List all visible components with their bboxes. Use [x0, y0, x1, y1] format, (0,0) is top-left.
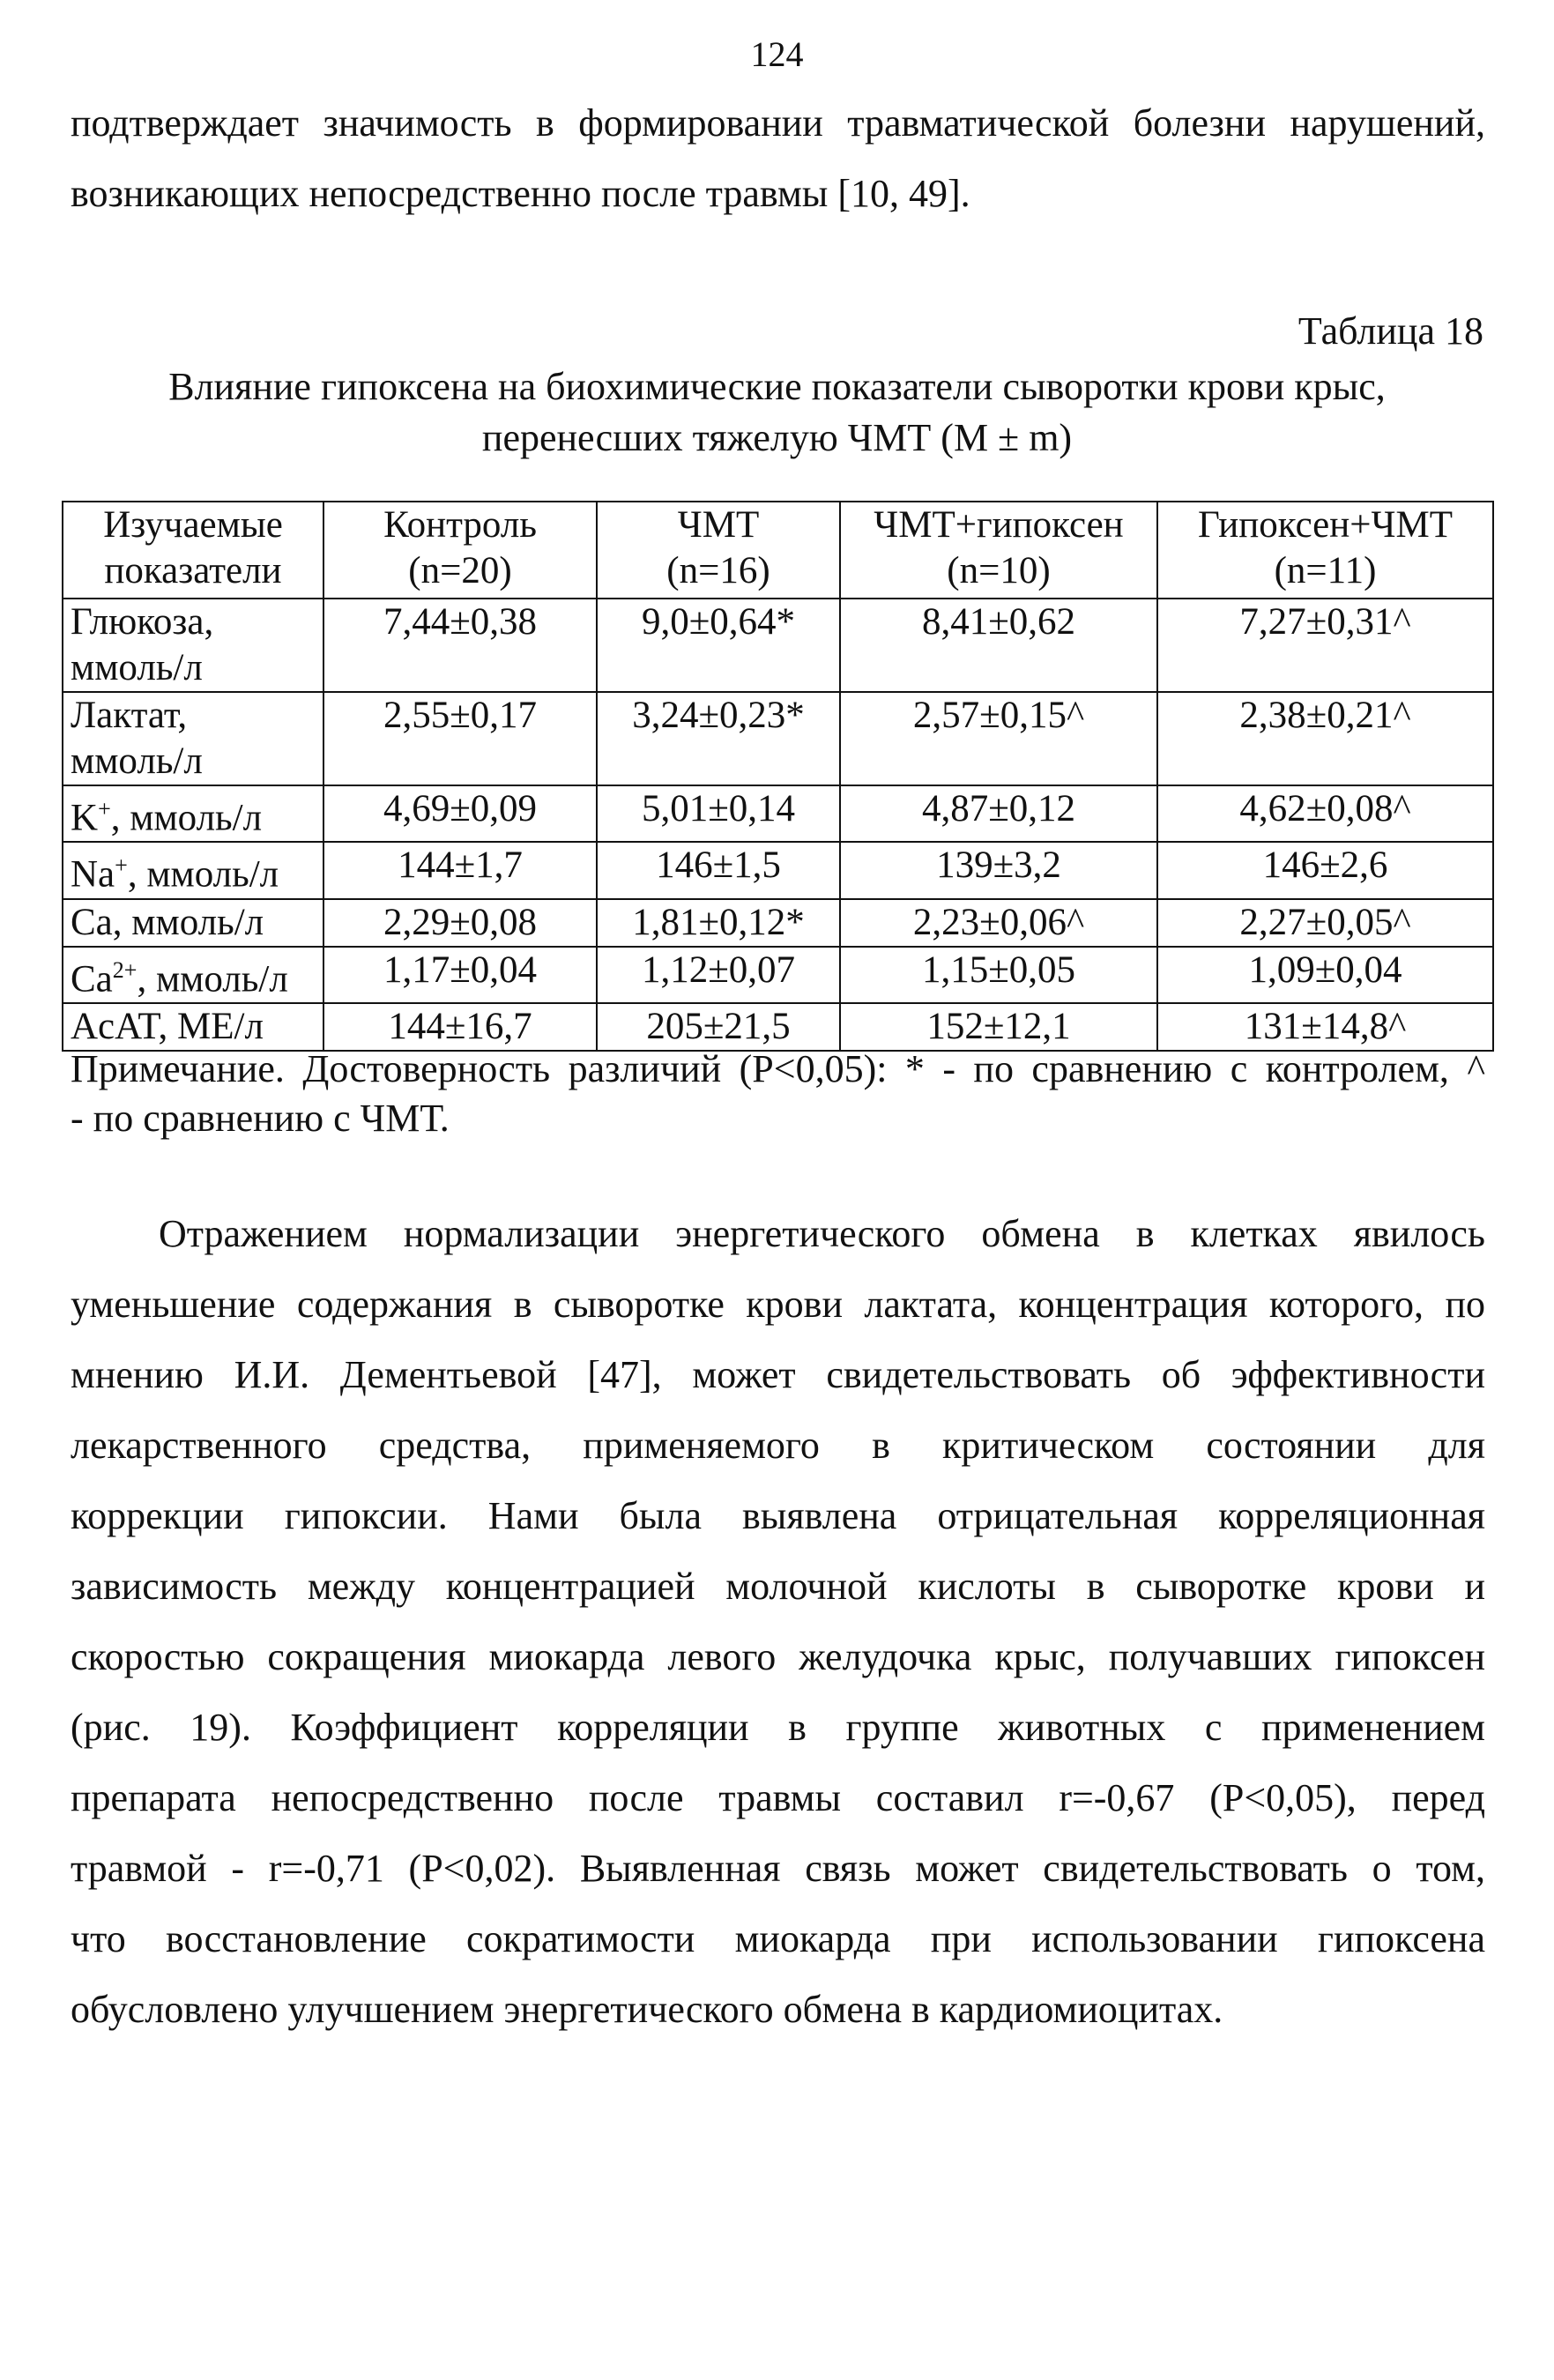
text-line: препарата непосредственно после травмы составил r=-0,67 (P<0,05), перед	[71, 1776, 1485, 1819]
value-cell: 146±1,5	[597, 842, 840, 898]
value-cell: 1,17±0,04	[323, 947, 597, 1003]
text-line: Отражением нормализации энергетического обмена в клетках явилось	[159, 1212, 1485, 1255]
value-cell: 144±16,7	[323, 1003, 597, 1051]
header-parameter: Изучаемые показатели	[63, 502, 323, 599]
text-line: лекарственного средства, применяемого в критическом состоянии для	[71, 1424, 1485, 1467]
value-cell: 9,0±0,64*	[597, 599, 840, 692]
value-cell: 2,27±0,05^	[1157, 899, 1493, 947]
header-tbi: ЧМТ (n=16)	[597, 502, 840, 599]
value-cell: 152±12,1	[840, 1003, 1157, 1051]
table-title-line: перенесших тяжелую ЧМТ (M ± m)	[481, 416, 1073, 459]
table-label: Таблица 18	[1297, 309, 1483, 353]
table-header-row	[63, 502, 1493, 599]
parameter-cell: Глюкоза, ммоль/л	[63, 599, 323, 692]
table-note	[71, 1045, 1485, 1143]
text-line: подтверждает значимость в формировании травматической болезни нарушений,	[71, 101, 1485, 145]
value-cell: 4,87±0,12	[840, 785, 1157, 842]
header-control: Контроль (n=20)	[323, 502, 597, 599]
table-row	[63, 1003, 1493, 1051]
page-number: 124	[750, 34, 804, 74]
note-line: - по сравнению с ЧМТ.	[71, 1097, 450, 1140]
table-row	[63, 692, 1493, 785]
value-cell: 8,41±0,62	[840, 599, 1157, 692]
text-line: мнению И.И. Дементьевой [47], может свидетельствовать об эффективности	[71, 1353, 1485, 1396]
table-row	[63, 947, 1493, 1003]
value-cell: 1,09±0,04	[1157, 947, 1493, 1003]
text-line: (рис. 19). Коэффициент корреляции в группе животных с применением	[71, 1706, 1485, 1749]
text-line: травмой - r=-0,71 (P<0,02). Выявленная связь может свидетельствовать о том,	[71, 1847, 1485, 1890]
table-title	[0, 361, 1554, 464]
header-tbi-hypoxen: ЧМТ+гипоксен (n=10)	[840, 502, 1157, 599]
value-cell: 5,01±0,14	[597, 785, 840, 842]
value-cell: 1,15±0,05	[840, 947, 1157, 1003]
value-cell: 2,57±0,15^	[840, 692, 1157, 785]
value-cell: 7,27±0,31^	[1157, 599, 1493, 692]
parameter-cell: AcAT, ME/л	[63, 1003, 323, 1051]
text-line: что восстановление сократимости миокарда при использовании гипоксена	[71, 1917, 1485, 1960]
intro-paragraph	[71, 88, 1485, 229]
value-cell: 2,23±0,06^	[840, 899, 1157, 947]
body-paragraph	[71, 1199, 1485, 2045]
value-cell: 4,69±0,09	[323, 785, 597, 842]
value-cell: 205±21,5	[597, 1003, 840, 1051]
value-cell: 139±3,2	[840, 842, 1157, 898]
table-row	[63, 785, 1493, 842]
value-cell: 7,44±0,38	[323, 599, 597, 692]
header-hypoxen-tbi: Гипоксен+ЧМТ (n=11)	[1157, 502, 1493, 599]
table-row	[63, 899, 1493, 947]
text-line: коррекции гипоксии. Нами была выявлена отрицательная корреляционная	[71, 1494, 1485, 1537]
value-cell: 3,24±0,23*	[597, 692, 840, 785]
parameter-cell: Na+, ммоль/л	[63, 842, 323, 898]
text-line: уменьшение содержания в сыворотке крови лактата, концентрация которого, по	[71, 1283, 1485, 1326]
table-row	[63, 842, 1493, 898]
text-line: обусловлено улучшением энергетического обмена в кардиомиоцитах.	[71, 1988, 1223, 2031]
note-line: Примечание. Достоверность различий (P<0,05): * - по сравнению с контролем, ^	[71, 1047, 1485, 1090]
value-cell: 146±2,6	[1157, 842, 1493, 898]
table-row	[63, 599, 1493, 692]
value-cell: 2,55±0,17	[323, 692, 597, 785]
parameter-cell: $Ca^{2+}$, ммоль/л	[63, 947, 323, 1003]
value-cell: 131±14,8^	[1157, 1003, 1493, 1051]
text-line: скоростью сокращения миокарда левого желудочка крыс, получавших гипоксен	[71, 1635, 1485, 1678]
text-line: зависимость между концентрацией молочной кислоты в сыворотке крови и	[71, 1565, 1485, 1608]
parameter-cell: Лактат, ммоль/л	[63, 692, 323, 785]
parameter-cell: Ca, ммоль/л	[63, 899, 323, 947]
data-table	[62, 501, 1494, 1052]
value-cell: 2,38±0,21^	[1157, 692, 1493, 785]
value-cell: 1,81±0,12*	[597, 899, 840, 947]
value-cell: 2,29±0,08	[323, 899, 597, 947]
text-line: возникающих непосредственно после травмы [10, 49].	[71, 172, 970, 215]
table-title-line: Влияние гипоксена на биохимические показатели сыворотки крови крыс,	[168, 365, 1386, 408]
parameter-cell: K+, ммоль/л	[63, 785, 323, 842]
value-cell: 144±1,7	[323, 842, 597, 898]
value-cell: 4,62±0,08^	[1157, 785, 1493, 842]
value-cell: 1,12±0,07	[597, 947, 840, 1003]
